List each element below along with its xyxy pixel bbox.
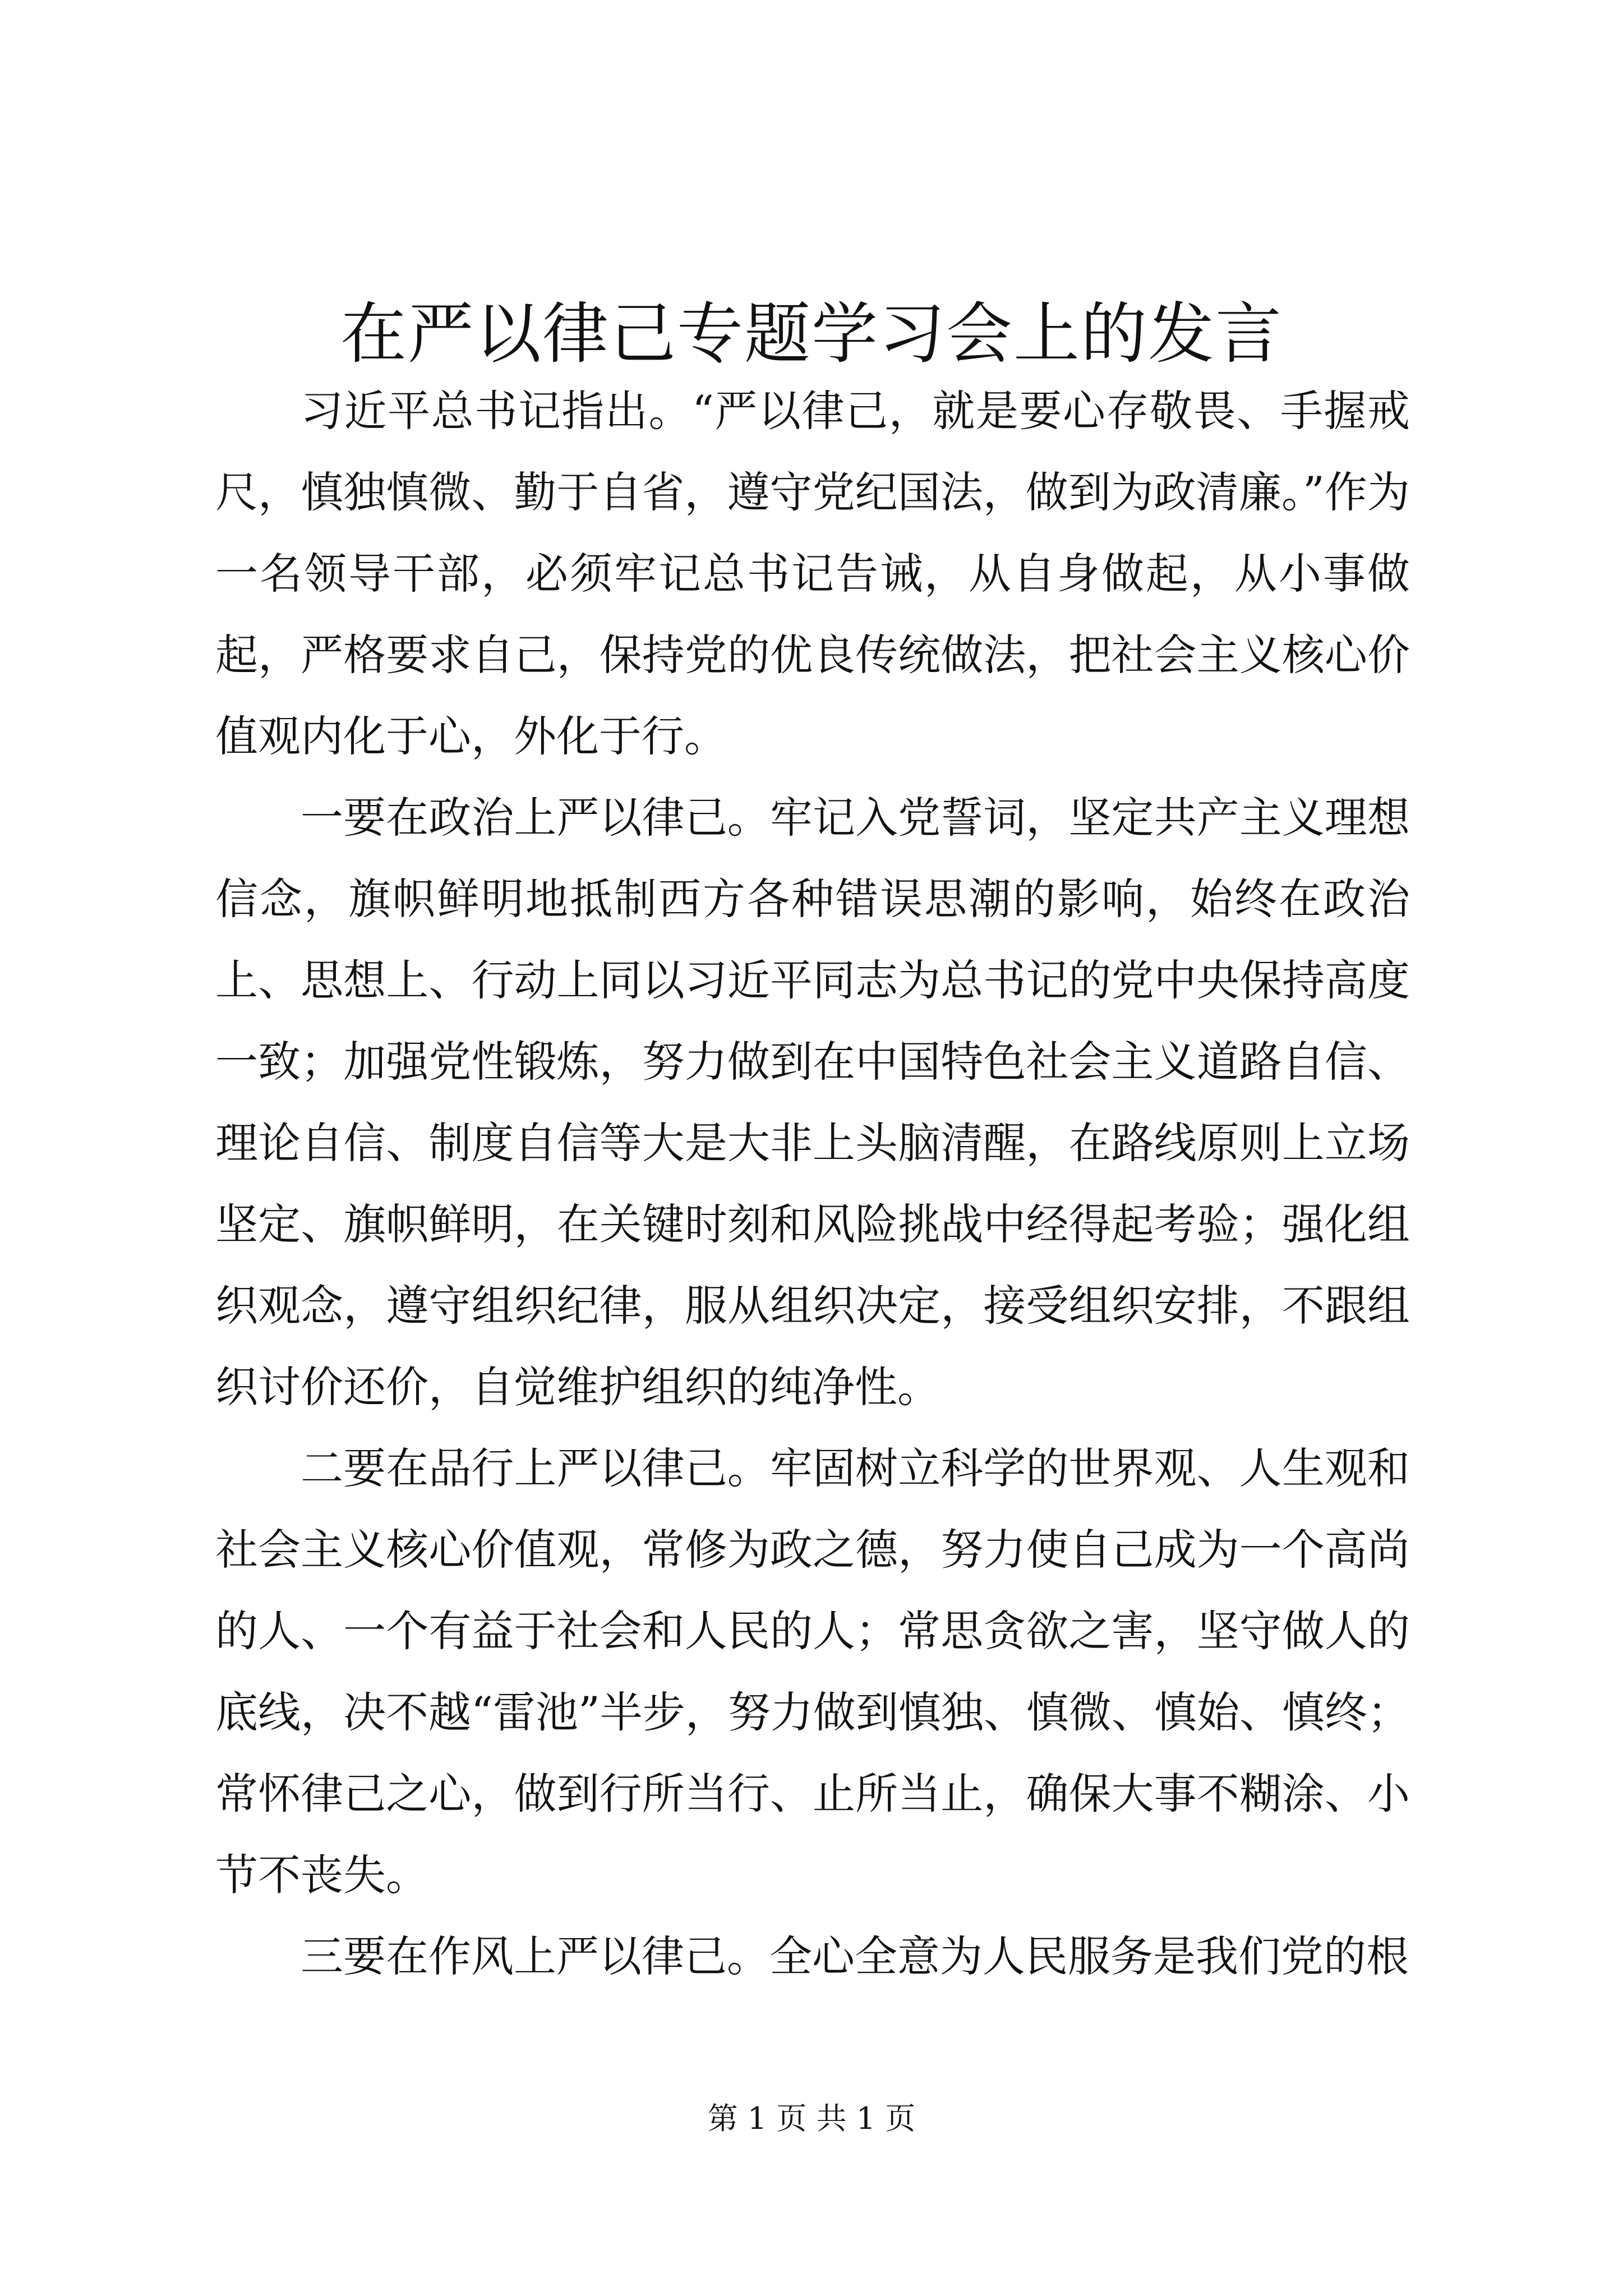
- document-title: 在严以律己专题学习会上的发言: [340, 295, 1283, 372]
- paragraph-work-style: 三要在作风上严以律己。全心全意为人民服务是我们党的根: [301, 1931, 1409, 1981]
- paragraph-intro: 习近平总书记指出。“严以律己，就是要心存敬畏、手握戒尺，慎独慎微、勤于自省，遵守党纪国法，做到为政清廉。”作为一名领导干部，必须牢记总书记告诫，从自身做起，从小事做起，严格要求自己，保持党的优良传统做法，把社会主义核心价值观内化于心，外化于行。: [215, 386, 1410, 761]
- page-footer: 第 1 页 共 1 页: [707, 2101, 916, 2136]
- paragraph-political: 一要在政治上严以律己。牢记入党誓词，坚定共产主义理想信念，旗帜鲜明地抵制西方各种错误思潮的影响，始终在政治上、思想上、行动上同以习近平同志为总书记的党中央保持高度一致；加强党性锻炼，努力做到在中国特色社会主义道路自信、理论自信、制度自信等大是大非上头脑清醒，在路线原则上立场坚定、旗帜鲜明，在关键时刻和风险挑战中经得起考验；强化组织观念，遵守组织纪律，服从组织决定，接受组织安排，不跟组织讨价还价，自觉维护组织的纯净性。: [215, 793, 1410, 1412]
- document-body: [215, 370, 1410, 1997]
- paragraph-conduct: 二要在品行上严以律己。牢固树立科学的世界观、人生观和社会主义核心价值观，常修为政之德，努力使自己成为一个高尚的人、一个有益于社会和人民的人；常思贪欲之害，坚守做人的底线，决不越“雷池”半步，努力做到慎独、慎微、慎始、慎终；常怀律己之心，做到行所当行、止所当止，确保大事不糊涂、小节不丧失。: [215, 1443, 1410, 1900]
